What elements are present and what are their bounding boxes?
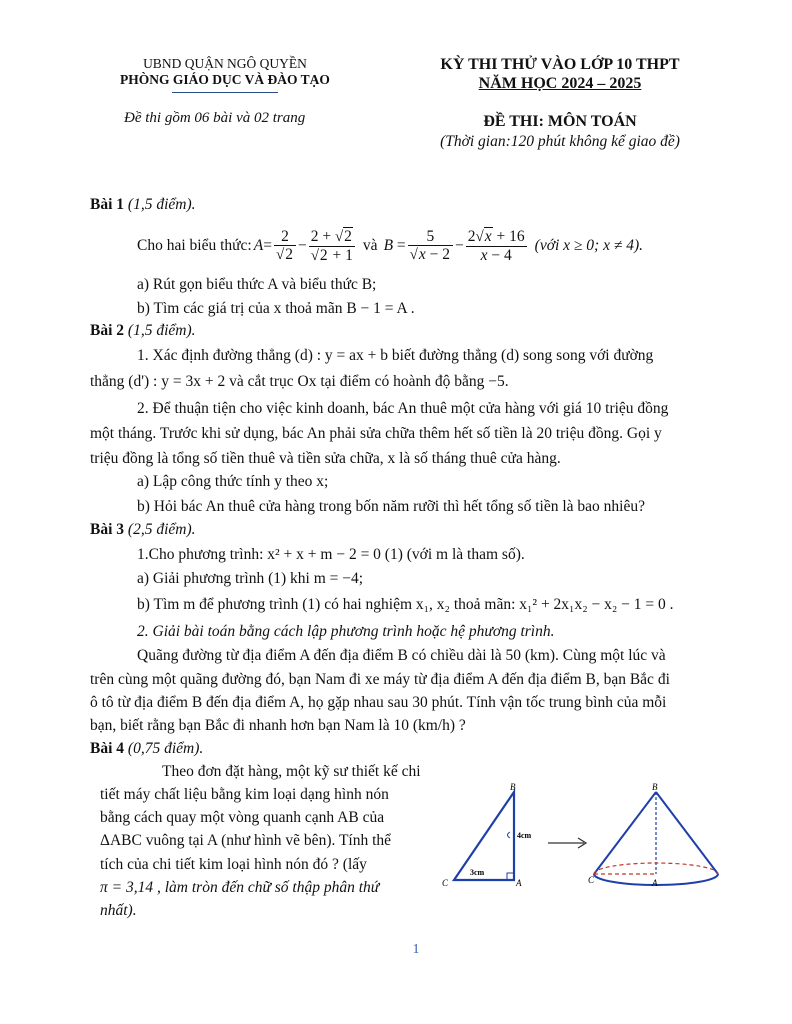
arrow-right-icon xyxy=(546,835,590,851)
triangle-label-4cm: 4cm xyxy=(517,831,532,840)
triangle-label-b: B xyxy=(510,782,516,792)
bai3-p2-line4: bạn, biết rằng bạn Bắc đi nhanh hơn bạn Nam là 10 (km/h) ? xyxy=(90,717,466,734)
bai2-title: Bài 2 xyxy=(90,322,125,339)
bai3-part-a: a) Giải phương trình (1) khi m = −4; xyxy=(137,570,364,587)
bai4-points: (0,75 điểm). xyxy=(127,740,204,757)
bai2-p1-line2: thẳng (d') : y = 3x + 2 và cắt trục Ox tại điểm có hoành độ bằng −5. xyxy=(90,373,509,390)
bai3-p2: 2. Giải bài toán bằng cách lập phương trình hoặc hệ phương trình. xyxy=(137,623,555,640)
bai4-line5: tích của chi tiết kim loại hình nón đó ? (lấy xyxy=(100,856,367,873)
bai1-title: Bài 1 xyxy=(90,196,125,213)
bai2-part-a: a) Lập công thức tính y theo x; xyxy=(137,473,329,490)
frac-b1: $\frac{5}{√x - 2}$ xyxy=(408,228,453,264)
bai3-p2-line1: Quãng đường từ địa điểm A đến địa điểm B có chiều dài là 50 (km). Cùng một lúc và xyxy=(137,647,666,664)
bai4-heading xyxy=(90,740,203,758)
exam-title: KỲ THI THỬ VÀO LỚP 10 THPT xyxy=(440,56,680,73)
cone-label-b: B xyxy=(652,782,658,792)
bai2-part-b: b) Hỏi bác An thuê cửa hàng trong bốn năm rưỡi thì hết tổng số tiền là bao nhiêu? xyxy=(137,498,645,515)
bai2-p2-line1: 2. Để thuận tiện cho việc kinh doanh, bác An thuê một cửa hàng với giá 10 triệu đồng xyxy=(137,400,669,417)
bai3-part-b: b) Tìm m để phương trình (1) có hai nghiệm x₁, x₂ thoả mãn: x₁² + 2x₁x₂ − x₂ − 1 = 0 . xyxy=(137,596,674,613)
bai1-part-b: b) Tìm các giá trị của x thoả mãn B − 1 = A . xyxy=(137,300,415,317)
time-note: (Thời gian:120 phút không kể giao đề) xyxy=(440,133,680,150)
school-year: NĂM HỌC 2024 – 2025 xyxy=(478,75,642,92)
bai4-line7: nhất). xyxy=(100,902,137,919)
frac-a1: $\frac{2}{√2}$ xyxy=(274,228,296,264)
authority-name: UBND QUẬN NGÔ QUYỀN xyxy=(143,56,307,71)
header-left-underline xyxy=(172,92,278,93)
exam-note: Đề thi gồm 06 bài và 02 trang xyxy=(124,110,306,126)
bai3-p1: 1.Cho phương trình: x² + x + m − 2 = 0 (1) (với m là tham số). xyxy=(137,546,525,563)
bai1-points: (1,5 điểm). xyxy=(127,196,196,213)
triangle-label-c: C xyxy=(442,878,449,888)
triangle-label-a: A xyxy=(516,878,522,888)
page-number: 1 xyxy=(412,942,420,957)
header-right xyxy=(400,55,720,93)
bai2-p1-line1: 1. Xác định đường thẳng (d) : y = ax + b biết đường thẳng (d) song song với đường xyxy=(137,347,654,364)
bai2-points: (1,5 điểm). xyxy=(127,322,196,339)
frac-b2: $\frac{2√x + 16}{x - 4}$ xyxy=(467,228,525,264)
bai2-p2-line3: triệu đồng là tổng số tiền thuê và tiền sửa chữa, x là số tháng thuê cửa hàng. xyxy=(90,450,561,467)
bai4-title: Bài 4 xyxy=(90,740,125,757)
bai1-intro: Cho hai biểu thức: xyxy=(137,237,252,254)
bai1-expressions: Cho hai biểu thức: A = $\frac{2}{√2}$ − $\frac{2 + √2}{√2 + 1}$ và B = $\frac{5}{√x - 2}$ − $\frac{2√x + 16}{x - 4}$ (với x ≥ 0; x ≠ 4). xyxy=(137,227,643,264)
bai3-title: Bài 3 xyxy=(90,521,125,538)
header-left xyxy=(120,56,330,88)
bai4-line4: ΔABC vuông tại A (như hình vẽ bên). Tính thể xyxy=(100,832,392,849)
cone-label-c: C xyxy=(588,875,595,885)
bai1-condition: (với x ≥ 0; x ≠ 4). xyxy=(534,237,643,254)
bai3-points: (2,5 điểm). xyxy=(127,521,196,538)
bai2-heading xyxy=(90,322,195,340)
triangle-label-3cm: 3cm xyxy=(470,868,485,877)
bai1-part-a: a) Rút gọn biểu thức A và biểu thức B; xyxy=(137,276,377,293)
frac-a2: $\frac{2 + √2}{√2 + 1}$ xyxy=(310,227,353,264)
triangle-figure xyxy=(436,780,536,890)
bai4-line6: π = 3,14 , làm tròn đến chữ số thập phân thứ xyxy=(100,879,380,896)
cone-figure xyxy=(588,780,728,892)
bai3-heading xyxy=(90,521,195,539)
bai4-line2: tiết máy chất liệu bằng kim loại dạng hình nón xyxy=(100,786,389,803)
cone-label-a: A xyxy=(652,878,658,888)
bai1-heading xyxy=(90,196,195,214)
bai4-line1: Theo đơn đặt hàng, một kỹ sư thiết kế chi xyxy=(162,763,421,780)
bai4-line3: bằng cách quay một vòng quanh cạnh AB của xyxy=(100,809,385,826)
bai3-p2-line3: ô tô từ địa điểm B đến địa điểm A, họ gặp nhau sau 30 phút. Tính vận tốc trung bình của mỗi xyxy=(90,694,667,711)
bai1-and: và xyxy=(362,237,378,254)
subject-title: ĐỀ THI: MÔN TOÁN xyxy=(483,113,637,130)
department-name: PHÒNG GIÁO DỤC VÀ ĐÀO TẠO xyxy=(120,72,330,87)
bai2-p2-line2: một tháng. Trước khi sử dụng, bác An phải sửa chữa thêm hết số tiền là 20 triệu đồng. Gọi y xyxy=(90,425,662,442)
bai3-p2-line2: trên cùng một quãng đường đó, bạn Nam đi xe máy từ địa điểm A đến địa điểm B, bạn Bắc đi xyxy=(90,671,670,688)
